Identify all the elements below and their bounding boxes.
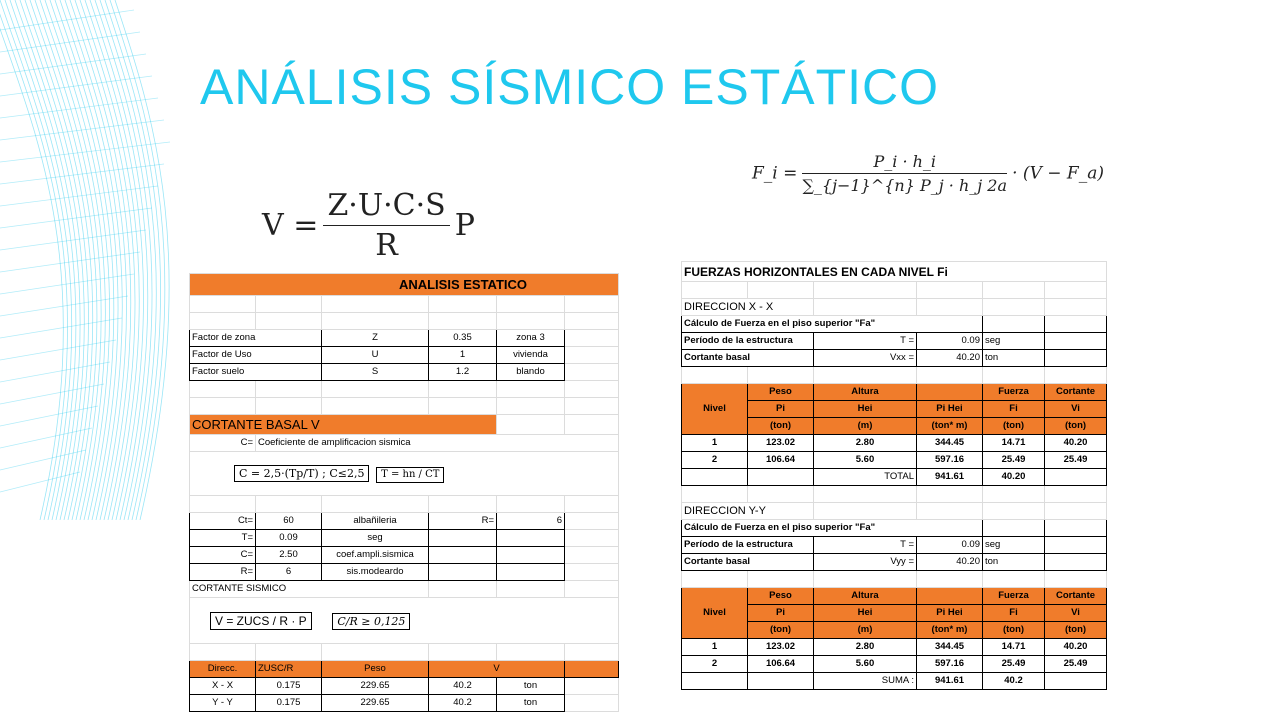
periodo-label: Período de la estructura xyxy=(682,537,814,554)
factor-row xyxy=(190,364,619,381)
table-header-row xyxy=(682,588,1107,605)
result-header-cell: ZUSC/R xyxy=(256,661,322,678)
wireframe-line xyxy=(100,0,156,520)
cell-altura: 5.60 xyxy=(814,452,917,469)
param-value: 60 xyxy=(256,513,322,530)
result-header-cell: Peso xyxy=(322,661,429,678)
table-row xyxy=(682,656,1107,673)
cell-vi: 25.49 xyxy=(1045,452,1107,469)
wireframe-line xyxy=(0,362,110,382)
factor-value: 1.2 xyxy=(429,364,497,381)
horizontal-forces-sheet xyxy=(681,261,1107,690)
factor-row xyxy=(190,330,619,347)
periodo-value: 0.09 xyxy=(917,333,983,350)
header-cell: (ton) xyxy=(1045,622,1107,639)
cell-altura: 2.80 xyxy=(814,435,917,452)
cortante-basal-title: CORTANTE BASAL V xyxy=(190,415,497,435)
formula-v-rhs: P xyxy=(454,208,475,243)
header-cell: Altura xyxy=(814,384,917,401)
header-cell: (ton) xyxy=(748,418,814,435)
periodo-unit: seg xyxy=(983,333,1045,350)
periodo-symbol: T = xyxy=(814,537,917,554)
factor-desc: vivienda xyxy=(497,347,565,364)
wireframe-line xyxy=(35,0,101,520)
result-header xyxy=(190,661,619,678)
wireframe-line xyxy=(0,208,152,228)
formula-f-numerator: P_i · h_i xyxy=(802,152,1007,174)
c-description: Coeficiente de amplificacion sismica xyxy=(256,435,619,452)
formula-v-denominator: R xyxy=(375,228,398,263)
static-analysis-sheet xyxy=(189,273,619,712)
cortante-symbol: Vxx = xyxy=(814,350,917,367)
factor-row xyxy=(190,347,619,364)
wireframe-line xyxy=(0,98,158,118)
wireframe-line xyxy=(0,450,86,470)
base-shear-formula xyxy=(262,188,475,263)
wireframe-line xyxy=(10,0,80,520)
formula-f-lhs: F_i = xyxy=(752,163,798,184)
wireframe-line xyxy=(0,406,98,426)
cell-nivel: 1 xyxy=(682,435,748,452)
cell-vi: 25.49 xyxy=(1045,656,1107,673)
cell-fi: 25.49 xyxy=(983,452,1045,469)
formula-f-tail: · (V − F_a) xyxy=(1012,163,1104,184)
total-pihei: 941.61 xyxy=(917,469,983,486)
header-cell: Altura xyxy=(814,588,917,605)
header-cell: (ton) xyxy=(983,418,1045,435)
header-cell: Pi Hei xyxy=(917,401,983,418)
cell-fi: 25.49 xyxy=(983,656,1045,673)
formula-v-numerator: Z·U·C·S xyxy=(323,188,449,226)
header-cell: Fuerza xyxy=(983,588,1045,605)
cell-altura: 2.80 xyxy=(814,639,917,656)
formula-f-denominator: ∑_{j−1}^{n} P_j · h_j 2a xyxy=(802,176,1008,195)
analysis-title: ANALISIS ESTATICO xyxy=(190,274,619,296)
cell-nivel: 2 xyxy=(682,452,748,469)
wireframe-line xyxy=(0,164,164,184)
result-dir: X - X xyxy=(190,678,256,695)
cell-pihei: 597.16 xyxy=(917,656,983,673)
param-label: Ct= xyxy=(190,513,256,530)
factor-symbol: S xyxy=(322,364,429,381)
cell-pihei: 344.45 xyxy=(917,639,983,656)
factor-symbol: Z xyxy=(322,330,429,347)
param-value: 6 xyxy=(256,564,322,581)
cortante-label: Cortante basal xyxy=(682,554,814,571)
header-cell: Vi xyxy=(1045,401,1107,418)
cell-altura: 5.60 xyxy=(814,656,917,673)
header-cell: Fi xyxy=(983,401,1045,418)
header-cell: (ton) xyxy=(983,622,1045,639)
header-cell: Vi xyxy=(1045,605,1107,622)
calc-fa-label: Cálculo de Fuerza en el piso superior "Fa" xyxy=(682,316,983,333)
factor-name: Factor suelo xyxy=(190,364,322,381)
param-row xyxy=(190,530,619,547)
table-row xyxy=(682,452,1107,469)
total-fi: 40.2 xyxy=(983,673,1045,690)
periodo-label: Período de la estructura xyxy=(682,333,814,350)
result-coef: 0.175 xyxy=(256,695,322,712)
table-row xyxy=(682,435,1107,452)
result-v: 40.2 xyxy=(429,678,497,695)
factor-desc: zona 3 xyxy=(497,330,565,347)
result-row xyxy=(190,678,619,695)
cortante-value: 40.20 xyxy=(917,350,983,367)
header-cell: Cortante xyxy=(1045,384,1107,401)
result-header-cell xyxy=(565,661,619,678)
v-formula-image: V = ZUCS / R · P xyxy=(210,612,312,630)
cr-formula-image: C/R ≥ 0,125 xyxy=(332,613,410,630)
direction-y-label: DIRECCION Y-Y xyxy=(682,503,814,520)
param-label: R= xyxy=(190,564,256,581)
nivel-header: Nivel xyxy=(682,588,748,639)
header-cell: Hei xyxy=(814,401,917,418)
param-desc: coef.ampli.sismica xyxy=(322,547,429,564)
cell-nivel: 2 xyxy=(682,656,748,673)
result-header-cell: Direcc. xyxy=(190,661,256,678)
result-weight: 229.65 xyxy=(322,678,429,695)
header-cell: Peso xyxy=(748,588,814,605)
wireframe-line xyxy=(105,0,161,520)
direction-x-label: DIRECCION X - X xyxy=(682,299,814,316)
periodo-symbol: T = xyxy=(814,333,917,350)
result-header-cell: V xyxy=(429,661,565,678)
param-row xyxy=(190,564,619,581)
factor-name: Factor de zona xyxy=(190,330,322,347)
wireframe-line xyxy=(0,296,128,316)
result-v: 40.2 xyxy=(429,695,497,712)
factor-symbol: U xyxy=(322,347,429,364)
param-desc: seg xyxy=(322,530,429,547)
param-row xyxy=(190,547,619,564)
header-cell: Hei xyxy=(814,605,917,622)
param-desc: albañileria xyxy=(322,513,429,530)
cortante-sismico-title: CORTANTE SISMICO xyxy=(190,581,429,598)
result-coef: 0.175 xyxy=(256,678,322,695)
header-cell: (ton) xyxy=(748,622,814,639)
header-cell xyxy=(917,384,983,401)
result-dir: Y - Y xyxy=(190,695,256,712)
cell-pihei: 597.16 xyxy=(917,452,983,469)
param-label: C= xyxy=(190,547,256,564)
factor-desc: blando xyxy=(497,364,565,381)
header-cell: (m) xyxy=(814,418,917,435)
total-label: SUMA : xyxy=(814,673,917,690)
result-row xyxy=(190,695,619,712)
param-desc: sis.modeardo xyxy=(322,564,429,581)
t-formula-image: T = hn / CT xyxy=(376,467,444,483)
periodo-unit: seg xyxy=(983,537,1045,554)
cell-vi: 40.20 xyxy=(1045,639,1107,656)
param-label-2: R= xyxy=(429,513,497,530)
cell-fi: 14.71 xyxy=(983,435,1045,452)
wireframe-line xyxy=(15,0,84,520)
total-pihei: 941.61 xyxy=(917,673,983,690)
periodo-value: 0.09 xyxy=(917,537,983,554)
forces-title: FUERZAS HORIZONTALES EN CADA NIVEL Fi xyxy=(682,262,1107,282)
cortante-label: Cortante basal xyxy=(682,350,814,367)
nivel-header: Nivel xyxy=(682,384,748,435)
param-row xyxy=(190,513,619,530)
result-weight: 229.65 xyxy=(322,695,429,712)
wireframe-line xyxy=(30,0,97,520)
calc-fa-label: Cálculo de Fuerza en el piso superior "Fa" xyxy=(682,520,983,537)
header-cell: (m) xyxy=(814,622,917,639)
cell-pihei: 344.45 xyxy=(917,435,983,452)
cell-peso: 123.02 xyxy=(748,639,814,656)
header-cell: Peso xyxy=(748,384,814,401)
result-unit: ton xyxy=(497,678,565,695)
header-cell: (ton* m) xyxy=(917,622,983,639)
total-row xyxy=(682,469,1107,486)
wireframe-line xyxy=(0,340,116,360)
param-value: 2.50 xyxy=(256,547,322,564)
wireframe-line xyxy=(0,252,140,272)
header-cell: Pi xyxy=(748,605,814,622)
slide-title: ANÁLISIS SÍSMICO ESTÁTICO xyxy=(200,59,940,115)
factor-name: Factor de Uso xyxy=(190,347,322,364)
header-cell: Pi xyxy=(748,401,814,418)
total-row xyxy=(682,673,1107,690)
table-header-row xyxy=(682,384,1107,401)
wireframe-line xyxy=(5,0,76,520)
cortante-symbol: Vyy = xyxy=(814,554,917,571)
header-cell: (ton) xyxy=(1045,418,1107,435)
header-cell: Fi xyxy=(983,605,1045,622)
factor-value: 0.35 xyxy=(429,330,497,347)
wireframe-line xyxy=(20,0,89,520)
header-cell: Fuerza xyxy=(983,384,1045,401)
c-label: C= xyxy=(190,435,256,452)
header-cell: Pi Hei xyxy=(917,605,983,622)
cell-peso: 123.02 xyxy=(748,435,814,452)
result-unit: ton xyxy=(497,695,565,712)
wireframe-decoration xyxy=(0,0,180,520)
lateral-force-formula xyxy=(752,152,1104,195)
total-fi: 40.20 xyxy=(983,469,1045,486)
header-cell: (ton* m) xyxy=(917,418,983,435)
param-value-2: 6 xyxy=(497,513,565,530)
c-formula-image: C = 2,5·(Tp/T) ; C≤2,5 xyxy=(234,465,369,482)
wireframe-line xyxy=(0,318,122,338)
total-label: TOTAL xyxy=(814,469,917,486)
param-label: T= xyxy=(190,530,256,547)
cell-nivel: 1 xyxy=(682,639,748,656)
cell-peso: 106.64 xyxy=(748,656,814,673)
param-value: 0.09 xyxy=(256,530,322,547)
table-row xyxy=(682,639,1107,656)
cortante-unit: ton xyxy=(983,350,1045,367)
cell-peso: 106.64 xyxy=(748,452,814,469)
cortante-unit: ton xyxy=(983,554,1045,571)
header-cell: Cortante xyxy=(1045,588,1107,605)
cortante-value: 40.20 xyxy=(917,554,983,571)
wireframe-line xyxy=(80,0,139,520)
cell-fi: 14.71 xyxy=(983,639,1045,656)
factor-value: 1 xyxy=(429,347,497,364)
formula-v-lhs: V = xyxy=(262,208,319,243)
wireframe-line xyxy=(0,0,68,520)
cell-vi: 40.20 xyxy=(1045,435,1107,452)
header-cell xyxy=(917,588,983,605)
